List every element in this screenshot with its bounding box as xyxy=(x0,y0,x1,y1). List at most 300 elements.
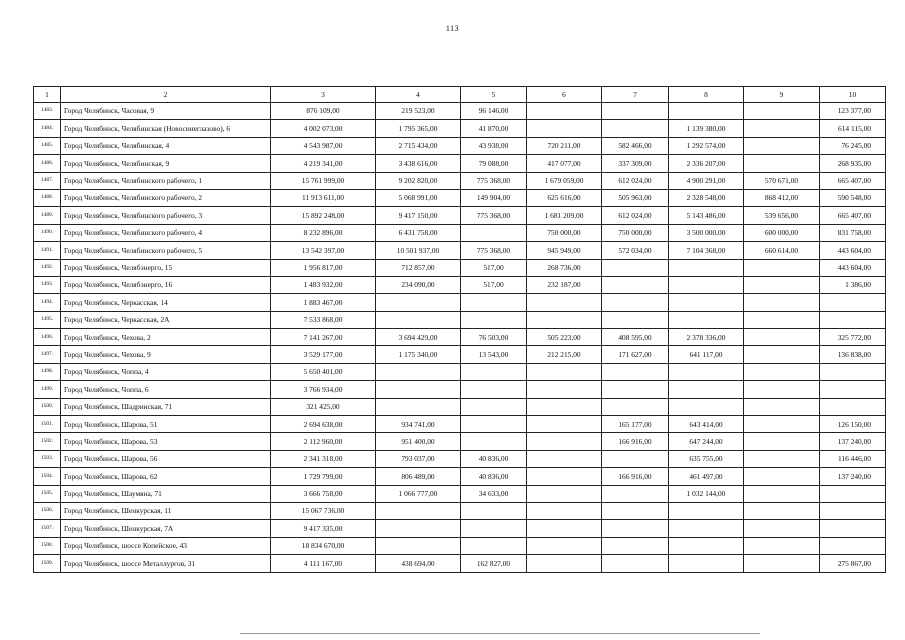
value-cell xyxy=(820,485,886,502)
address-cell: Город Челябинск, Челябинского рабочего, 1 xyxy=(61,172,271,189)
value-cell xyxy=(602,502,669,519)
value-cell: 2 336 207,00 xyxy=(669,155,744,172)
value-cell: 1 139 380,00 xyxy=(669,120,744,137)
column-header-6: 6 xyxy=(527,87,602,103)
value-cell xyxy=(820,537,886,554)
value-cell: 3 438 616,00 xyxy=(376,155,461,172)
value-cell: 268 736,00 xyxy=(527,259,602,276)
row-number-cell: 1504. xyxy=(34,468,61,485)
address-cell: Город Челябинск, Шенкурская, 7А xyxy=(61,520,271,537)
table-row xyxy=(34,485,886,502)
address-cell: Город Челябинск, Челябинского рабочего, 2 xyxy=(61,189,271,206)
value-cell xyxy=(602,363,669,380)
value-cell xyxy=(527,398,602,415)
value-cell: 417 077,00 xyxy=(527,155,602,172)
value-cell: 5 650 401,00 xyxy=(271,363,376,380)
value-cell xyxy=(602,311,669,328)
table-row xyxy=(34,294,886,311)
value-cell: 572 034,00 xyxy=(602,242,669,259)
address-cell: Город Челябинск, Часовая, 9 xyxy=(61,103,271,120)
value-cell: 1 292 574,00 xyxy=(669,137,744,154)
value-cell xyxy=(744,155,820,172)
row-number-cell: 1507. xyxy=(34,520,61,537)
value-cell xyxy=(669,398,744,415)
value-cell: 11 913 611,00 xyxy=(271,189,376,206)
table-row xyxy=(34,329,886,346)
value-cell: 1 681 209,00 xyxy=(527,207,602,224)
value-cell xyxy=(820,294,886,311)
value-cell xyxy=(744,381,820,398)
value-cell xyxy=(376,363,461,380)
row-number-cell: 1508. xyxy=(34,537,61,554)
value-cell xyxy=(744,502,820,519)
value-cell: 1 956 817,00 xyxy=(271,259,376,276)
value-cell: 461 497,00 xyxy=(669,468,744,485)
row-number-cell: 1485. xyxy=(34,137,61,154)
value-cell: 79 088,00 xyxy=(461,155,527,172)
value-cell xyxy=(461,502,527,519)
value-cell xyxy=(602,450,669,467)
value-cell: 443 604,00 xyxy=(820,259,886,276)
value-cell: 665 407,00 xyxy=(820,207,886,224)
value-cell xyxy=(527,502,602,519)
value-cell xyxy=(461,537,527,554)
row-number-cell: 1501. xyxy=(34,416,61,433)
value-cell xyxy=(376,398,461,415)
table-row xyxy=(34,468,886,485)
value-cell xyxy=(669,363,744,380)
column-header-2: 2 xyxy=(61,87,271,103)
address-cell: Город Челябинск, Шарова, 56 xyxy=(61,450,271,467)
value-cell: 8 232 896,00 xyxy=(271,224,376,241)
value-cell xyxy=(744,294,820,311)
value-cell: 1 679 059,00 xyxy=(527,172,602,189)
value-cell: 116 446,00 xyxy=(820,450,886,467)
table-row xyxy=(34,416,886,433)
value-cell: 1 032 144,00 xyxy=(669,485,744,502)
row-number-cell: 1499. xyxy=(34,381,61,398)
address-cell: Город Челябинск, Чоппа, 6 xyxy=(61,381,271,398)
value-cell xyxy=(744,555,820,572)
value-cell: 96 146,00 xyxy=(461,103,527,120)
value-cell xyxy=(602,555,669,572)
column-header-3: 3 xyxy=(271,87,376,103)
value-cell xyxy=(527,363,602,380)
value-cell: 34 633,00 xyxy=(461,485,527,502)
value-cell xyxy=(461,416,527,433)
value-cell xyxy=(527,381,602,398)
value-cell: 13 542 397,00 xyxy=(271,242,376,259)
value-cell: 4 900 291,00 xyxy=(669,172,744,189)
value-cell xyxy=(669,537,744,554)
value-cell: 9 417 150,00 xyxy=(376,207,461,224)
value-cell: 876 109,00 xyxy=(271,103,376,120)
address-cell: Город Челябинск, Чехова, 2 xyxy=(61,329,271,346)
value-cell xyxy=(669,259,744,276)
column-header-1: 1 xyxy=(34,87,61,103)
row-number-cell: 1490. xyxy=(34,224,61,241)
row-number-cell: 1486. xyxy=(34,155,61,172)
value-cell: 275 867,00 xyxy=(820,555,886,572)
value-cell xyxy=(744,346,820,363)
value-cell: 3 500 000,00 xyxy=(669,224,744,241)
value-cell: 41 870,00 xyxy=(461,120,527,137)
value-cell xyxy=(527,450,602,467)
value-cell xyxy=(669,381,744,398)
address-cell: Город Челябинск, Челябэнерго, 16 xyxy=(61,276,271,293)
row-number-cell: 1498. xyxy=(34,363,61,380)
row-number-cell: 1488. xyxy=(34,189,61,206)
value-cell: 643 414,00 xyxy=(669,416,744,433)
value-cell: 1 175 340,00 xyxy=(376,346,461,363)
value-cell xyxy=(744,485,820,502)
row-number-cell: 1483. xyxy=(34,103,61,120)
value-cell: 614 115,00 xyxy=(820,120,886,137)
table-row xyxy=(34,224,886,241)
value-cell: 9 417 335,00 xyxy=(271,520,376,537)
value-cell xyxy=(461,311,527,328)
value-cell: 4 219 341,00 xyxy=(271,155,376,172)
value-cell: 165 177,00 xyxy=(602,416,669,433)
address-cell: Город Челябинск, Шаумяна, 71 xyxy=(61,485,271,502)
value-cell: 3 666 758,00 xyxy=(271,485,376,502)
table-row xyxy=(34,172,886,189)
value-cell xyxy=(744,468,820,485)
value-cell xyxy=(461,363,527,380)
page-number: 113 xyxy=(445,24,460,33)
value-cell: 647 244,00 xyxy=(669,433,744,450)
table-row xyxy=(34,311,886,328)
column-header-5: 5 xyxy=(461,87,527,103)
table-row xyxy=(34,120,886,137)
value-cell: 641 117,00 xyxy=(669,346,744,363)
value-cell: 438 694,00 xyxy=(376,555,461,572)
value-cell: 590 548,00 xyxy=(820,189,886,206)
column-header-4: 4 xyxy=(376,87,461,103)
value-cell: 43 938,00 xyxy=(461,137,527,154)
value-cell: 3 529 177,00 xyxy=(271,346,376,363)
value-cell: 612 024,00 xyxy=(602,172,669,189)
value-cell xyxy=(461,224,527,241)
row-number-cell: 1484. xyxy=(34,120,61,137)
value-cell: 4 111 167,00 xyxy=(271,555,376,572)
value-cell xyxy=(527,537,602,554)
value-cell: 166 916,00 xyxy=(602,468,669,485)
value-cell: 234 090,00 xyxy=(376,276,461,293)
address-cell: Город Челябинск, Шенкурская, 11 xyxy=(61,502,271,519)
address-cell: Город Челябинск, Челябинского рабочего, 4 xyxy=(61,224,271,241)
table-row xyxy=(34,137,886,154)
table-row xyxy=(34,537,886,554)
address-cell: Город Челябинск, Шадринская, 71 xyxy=(61,398,271,415)
table-row xyxy=(34,259,886,276)
table-row xyxy=(34,103,886,120)
value-cell: 232 187,00 xyxy=(527,276,602,293)
value-cell: 15 761 999,00 xyxy=(271,172,376,189)
value-cell xyxy=(602,520,669,537)
value-cell xyxy=(820,398,886,415)
value-cell xyxy=(744,520,820,537)
value-cell xyxy=(376,311,461,328)
value-cell: 6 431 758,00 xyxy=(376,224,461,241)
address-cell: Город Челябинск, Челябинского рабочего, 3 xyxy=(61,207,271,224)
value-cell: 5 068 991,00 xyxy=(376,189,461,206)
value-cell xyxy=(527,294,602,311)
value-cell: 219 523,00 xyxy=(376,103,461,120)
value-cell: 775 368,00 xyxy=(461,207,527,224)
value-cell xyxy=(527,103,602,120)
value-cell xyxy=(602,259,669,276)
value-cell xyxy=(669,276,744,293)
value-cell xyxy=(744,450,820,467)
value-cell: 166 916,00 xyxy=(602,433,669,450)
table-row xyxy=(34,155,886,172)
table-row xyxy=(34,207,886,224)
column-header-8: 8 xyxy=(669,87,744,103)
value-cell: 4 543 987,00 xyxy=(271,137,376,154)
value-cell xyxy=(744,259,820,276)
value-cell: 750 000,00 xyxy=(602,224,669,241)
value-cell: 720 211,00 xyxy=(527,137,602,154)
value-cell xyxy=(461,294,527,311)
value-cell xyxy=(669,103,744,120)
value-cell: 7 141 267,00 xyxy=(271,329,376,346)
value-cell xyxy=(820,363,886,380)
value-cell: 123 377,00 xyxy=(820,103,886,120)
value-cell: 15 892 248,00 xyxy=(271,207,376,224)
table-row xyxy=(34,363,886,380)
value-cell xyxy=(602,485,669,502)
value-cell: 582 466,00 xyxy=(602,137,669,154)
value-cell: 2 328 548,00 xyxy=(669,189,744,206)
value-cell: 13 543,00 xyxy=(461,346,527,363)
value-cell: 325 772,00 xyxy=(820,329,886,346)
value-cell: 612 024,00 xyxy=(602,207,669,224)
value-cell xyxy=(376,294,461,311)
address-cell: Город Челябинск, Шарова, 51 xyxy=(61,416,271,433)
value-cell xyxy=(744,537,820,554)
table-body xyxy=(34,103,886,573)
value-cell xyxy=(744,137,820,154)
value-cell: 7 104 368,00 xyxy=(669,242,744,259)
value-cell: 750 000,00 xyxy=(527,224,602,241)
value-cell: 570 671,00 xyxy=(744,172,820,189)
value-cell: 162 827,00 xyxy=(461,555,527,572)
value-cell xyxy=(461,381,527,398)
value-cell xyxy=(744,276,820,293)
row-number-cell: 1487. xyxy=(34,172,61,189)
value-cell: 2 378 336,00 xyxy=(669,329,744,346)
value-cell xyxy=(602,103,669,120)
value-cell xyxy=(461,433,527,450)
value-cell: 635 755,00 xyxy=(669,450,744,467)
address-cell: Город Челябинск, Челябинская, 9 xyxy=(61,155,271,172)
value-cell: 1 483 932,00 xyxy=(271,276,376,293)
row-number-cell: 1497. xyxy=(34,346,61,363)
row-number-cell: 1493. xyxy=(34,276,61,293)
value-cell: 806 489,00 xyxy=(376,468,461,485)
value-cell xyxy=(376,537,461,554)
value-cell: 137 240,00 xyxy=(820,433,886,450)
value-cell: 321 425,00 xyxy=(271,398,376,415)
value-cell: 3 766 934,00 xyxy=(271,381,376,398)
value-cell xyxy=(669,294,744,311)
value-cell: 15 067 736,00 xyxy=(271,502,376,519)
value-cell: 539 656,00 xyxy=(744,207,820,224)
value-cell xyxy=(461,398,527,415)
value-cell: 268 935,00 xyxy=(820,155,886,172)
value-cell: 40 836,00 xyxy=(461,450,527,467)
value-cell xyxy=(744,398,820,415)
value-cell: 1 066 777,00 xyxy=(376,485,461,502)
address-cell: Город Челябинск, Челябинская (Новосинеглазово), 6 xyxy=(61,120,271,137)
value-cell: 136 838,00 xyxy=(820,346,886,363)
table-row xyxy=(34,555,886,572)
value-cell: 5 143 486,00 xyxy=(669,207,744,224)
value-cell: 625 616,00 xyxy=(527,189,602,206)
value-cell: 2 715 434,00 xyxy=(376,137,461,154)
value-cell: 137 240,00 xyxy=(820,468,886,485)
address-cell: Город Челябинск, Шарова, 62 xyxy=(61,468,271,485)
value-cell: 149 904,00 xyxy=(461,189,527,206)
value-cell: 831 758,00 xyxy=(820,224,886,241)
value-cell xyxy=(602,537,669,554)
value-cell: 76 503,00 xyxy=(461,329,527,346)
value-cell xyxy=(744,329,820,346)
value-cell: 7 533 868,00 xyxy=(271,311,376,328)
value-cell: 4 002 073,00 xyxy=(271,120,376,137)
value-cell: 1 386,00 xyxy=(820,276,886,293)
value-cell xyxy=(820,311,886,328)
table-row xyxy=(34,398,886,415)
address-cell: Город Челябинск, Челябинского рабочего, 5 xyxy=(61,242,271,259)
value-cell: 712 857,00 xyxy=(376,259,461,276)
value-cell xyxy=(602,398,669,415)
address-cell: Город Челябинск, Черкасская, 14 xyxy=(61,294,271,311)
value-cell: 945 949,00 xyxy=(527,242,602,259)
row-number-cell: 1502. xyxy=(34,433,61,450)
row-number-cell: 1505. xyxy=(34,485,61,502)
table-row xyxy=(34,242,886,259)
value-cell xyxy=(744,103,820,120)
column-header-9: 9 xyxy=(744,87,820,103)
table-row xyxy=(34,189,886,206)
table-row xyxy=(34,450,886,467)
table-row xyxy=(34,433,886,450)
row-number-cell: 1506. xyxy=(34,502,61,519)
value-cell: 505 223,00 xyxy=(527,329,602,346)
value-cell xyxy=(669,520,744,537)
address-cell: Город Челябинск, Челябинская, 4 xyxy=(61,137,271,154)
value-cell: 600 000,00 xyxy=(744,224,820,241)
value-cell: 1 729 799,00 xyxy=(271,468,376,485)
value-cell xyxy=(744,120,820,137)
value-cell xyxy=(527,520,602,537)
row-number-cell: 1509. xyxy=(34,555,61,572)
value-cell xyxy=(376,520,461,537)
table-row xyxy=(34,520,886,537)
value-cell xyxy=(602,381,669,398)
value-cell xyxy=(527,555,602,572)
value-cell: 18 834 670,00 xyxy=(271,537,376,554)
value-cell xyxy=(744,433,820,450)
row-number-cell: 1500. xyxy=(34,398,61,415)
row-number-cell: 1495. xyxy=(34,311,61,328)
table-row xyxy=(34,276,886,293)
value-cell: 337 309,00 xyxy=(602,155,669,172)
value-cell xyxy=(602,120,669,137)
row-number-cell: 1494. xyxy=(34,294,61,311)
value-cell: 1 795 365,00 xyxy=(376,120,461,137)
value-cell: 775 368,00 xyxy=(461,242,527,259)
value-cell xyxy=(376,381,461,398)
value-cell xyxy=(527,311,602,328)
value-cell xyxy=(602,276,669,293)
value-cell: 408 595,00 xyxy=(602,329,669,346)
value-cell xyxy=(527,433,602,450)
value-cell xyxy=(527,120,602,137)
value-cell: 3 694 429,00 xyxy=(376,329,461,346)
value-cell: 2 341 318,00 xyxy=(271,450,376,467)
value-cell xyxy=(376,502,461,519)
row-number-cell: 1503. xyxy=(34,450,61,467)
data-table xyxy=(33,86,886,573)
value-cell xyxy=(744,311,820,328)
column-header-10: 10 xyxy=(820,87,886,103)
value-cell: 171 627,00 xyxy=(602,346,669,363)
value-cell xyxy=(527,468,602,485)
row-number-cell: 1491. xyxy=(34,242,61,259)
value-cell: 775 368,00 xyxy=(461,172,527,189)
value-cell xyxy=(669,502,744,519)
value-cell: 76 245,00 xyxy=(820,137,886,154)
address-cell: Город Челябинск, Черкасская, 2А xyxy=(61,311,271,328)
scan-edge-line xyxy=(240,633,760,634)
table-row xyxy=(34,381,886,398)
address-cell: Город Челябинск, Шарова, 53 xyxy=(61,433,271,450)
value-cell xyxy=(669,555,744,572)
row-number-cell: 1492. xyxy=(34,259,61,276)
value-cell xyxy=(527,485,602,502)
value-cell xyxy=(820,502,886,519)
value-cell: 126 150,00 xyxy=(820,416,886,433)
value-cell xyxy=(602,294,669,311)
address-cell: Город Челябинск, шоссе Копейское, 43 xyxy=(61,537,271,554)
value-cell: 934 741,00 xyxy=(376,416,461,433)
row-number-cell: 1489. xyxy=(34,207,61,224)
value-cell: 9 202 820,00 xyxy=(376,172,461,189)
table-row xyxy=(34,502,886,519)
value-cell xyxy=(820,381,886,398)
address-cell: Город Челябинск, Чоппа, 4 xyxy=(61,363,271,380)
value-cell: 665 407,00 xyxy=(820,172,886,189)
value-cell xyxy=(744,363,820,380)
value-cell xyxy=(527,416,602,433)
address-cell: Город Челябинск, Челябэнерго, 15 xyxy=(61,259,271,276)
column-header-7: 7 xyxy=(602,87,669,103)
value-cell: 505 963,00 xyxy=(602,189,669,206)
value-cell: 2 112 960,00 xyxy=(271,433,376,450)
row-number-cell: 1496. xyxy=(34,329,61,346)
value-cell: 793 037,00 xyxy=(376,450,461,467)
address-cell: Город Челябинск, шоссе Металлургов, 31 xyxy=(61,555,271,572)
value-cell: 40 836,00 xyxy=(461,468,527,485)
table-header-row xyxy=(34,87,886,103)
value-cell xyxy=(744,416,820,433)
value-cell: 660 614,00 xyxy=(744,242,820,259)
value-cell: 10 501 937,00 xyxy=(376,242,461,259)
value-cell: 1 883 467,00 xyxy=(271,294,376,311)
